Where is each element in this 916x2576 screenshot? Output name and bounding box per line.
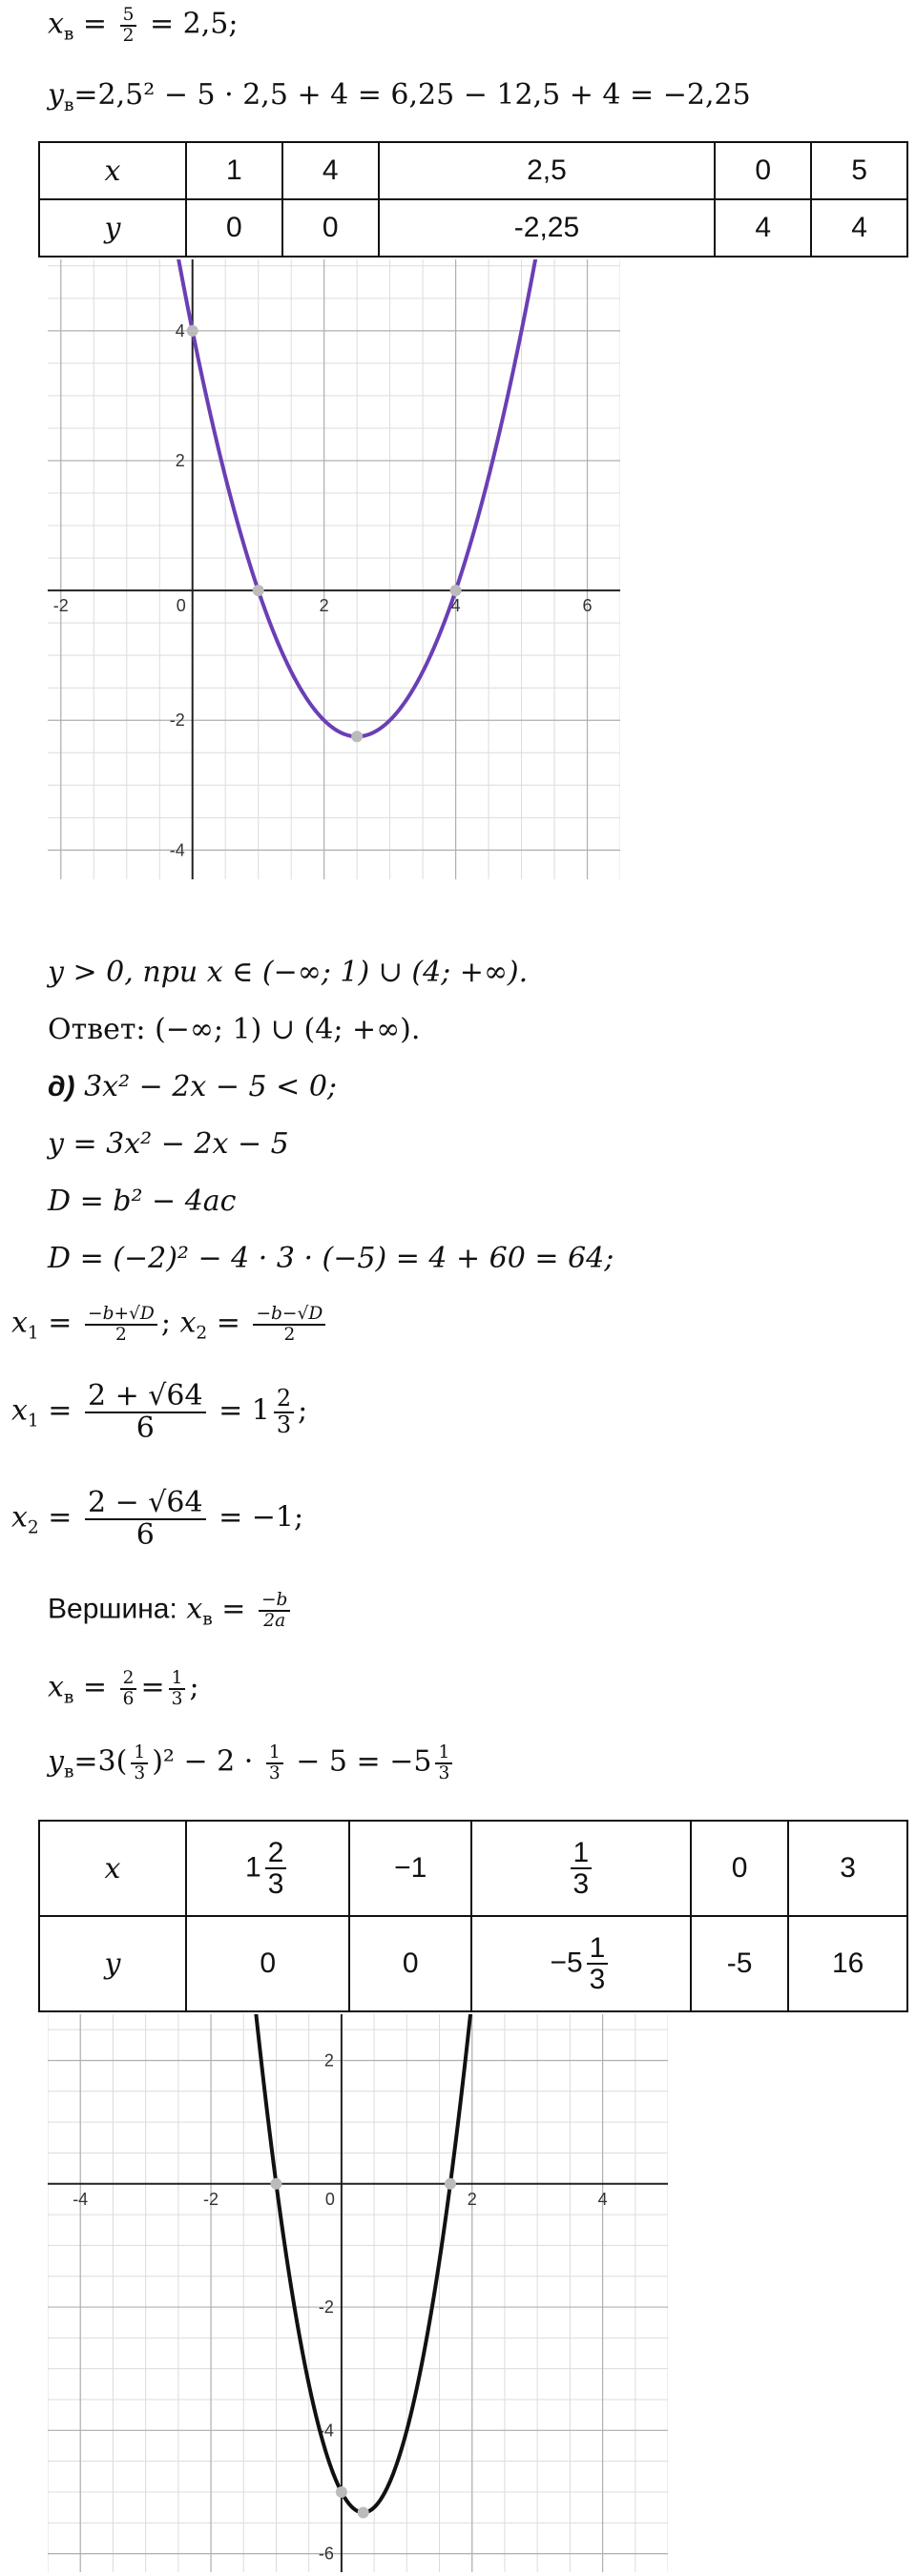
y-tick-label: -2 [169, 711, 185, 731]
x-tick-label: -2 [203, 2189, 219, 2209]
marked-point [187, 325, 198, 337]
xv-fraction: $\frac{5}{2}$ [120, 6, 137, 45]
table2-x-cell: 3 [788, 1821, 907, 1916]
xv-result: = 2,5; [150, 7, 239, 41]
table1-y-cell: -2,25 [379, 199, 716, 257]
xv-subscript: в [63, 24, 74, 45]
yv-subscript: в [63, 95, 74, 115]
table1-x-label: x [39, 142, 186, 199]
parabola-graph-2 [48, 2014, 668, 2572]
part-d-label: д) [48, 1071, 75, 1103]
y-tick-label: -4 [169, 840, 185, 860]
roots-formula: $x_1$ = $\frac{-b+√D}{2}$ ; $x_2$ = $\frac{-b-√D}{2}$ [11, 1305, 329, 1345]
vertex-y-line [48, 78, 751, 116]
y-tick-label: -4 [318, 2421, 334, 2441]
x-tick-label: 6 [582, 596, 593, 616]
x2-fraction: $\frac{2 - √64}{6}$ [85, 1488, 206, 1550]
yv-expression: =2,5² − 5 · 2,5 + 4 = 6,25 − 12,5 + 4 = −2,25 [73, 78, 751, 112]
x-tick-label: 0 [176, 596, 186, 616]
x2-calc: $x_2$ = $\frac{2 - √64}{6}$ = −1; [11, 1486, 304, 1552]
table1-x-cell: 1 [186, 142, 282, 199]
x1-formula-fraction: $\frac{-b+√D}{2}$ [85, 1305, 157, 1344]
table2-y-cell: −5 $\frac{1}{3}$ [471, 1916, 691, 2011]
values-table-2 [38, 1820, 908, 2012]
vertex-formula: Вершина: $x_в$ = $\frac{-b}{2a}$ [48, 1591, 294, 1631]
table1-y-cell: 0 [186, 199, 282, 257]
x1-mixed-fraction: $\frac{2}{3}$ [274, 1387, 294, 1436]
table1-x-cell: 0 [715, 142, 811, 199]
x-tick-label: -2 [52, 596, 69, 616]
yv-fraction-c: $\frac{1}{3}$ [435, 1743, 452, 1783]
xv-symbol: x [48, 7, 64, 41]
marked-point [253, 585, 264, 596]
x-tick-label: 2 [467, 2189, 477, 2209]
table1-y-label: y [39, 199, 186, 257]
values-table-1 [38, 141, 908, 258]
table2-x-cell: −1 [349, 1821, 471, 1916]
y-tick-label: 2 [175, 450, 185, 470]
marked-point [351, 731, 363, 742]
function-line: y = 3x² − 2x − 5 [48, 1127, 289, 1161]
table2-y-cell: -5 [691, 1916, 788, 2011]
table1-x-cell: 4 [282, 142, 379, 199]
x1-calc: $x_1$ = $\frac{2 + √64}{6}$ = 1 $\frac{2}{3}$ ; [11, 1379, 308, 1445]
table2-x-cell: 1 $\frac{2}{3}$ [186, 1821, 349, 1916]
x-tick-label: 2 [319, 596, 329, 616]
table2-y-label: y [39, 1916, 186, 2011]
table2-x-cell: 0 [691, 1821, 788, 1916]
yv-symbol: y [48, 78, 64, 112]
vertex-x-line: $x_в$ = $\frac{5}{2}$ = 2,5; [48, 5, 239, 46]
table1-x-cell: 2,5 [379, 142, 716, 199]
y-tick-label: -2 [318, 2298, 334, 2318]
yv-fraction-a: $\frac{1}{3}$ [131, 1743, 148, 1783]
marked-point [450, 585, 462, 596]
x2-formula-fraction: $\frac{-b-√D}{2}$ [253, 1305, 325, 1344]
vertex-x-calc: $x_в$ = $\frac{2}{6}$ = $\frac{1}{3}$ ; [48, 1668, 199, 1709]
vertex-fraction: $\frac{-b}{2a}$ [259, 1591, 290, 1630]
graph1-svg [48, 259, 620, 879]
discriminant-calc: D = (−2)² − 4 · 3 · (−5) = 4 + 60 = 64; [48, 1242, 614, 1275]
x-tick-label: 4 [450, 596, 461, 616]
xv-fraction-2-6: $\frac{2}{6}$ [120, 1669, 137, 1708]
x-tick-label: 0 [324, 2189, 335, 2209]
part-d-expression: 3x² − 2x − 5 < 0; [84, 1070, 338, 1103]
table2-y-cell: 0 [186, 1916, 349, 2011]
marked-point [445, 2178, 456, 2190]
x-tick-label: 4 [597, 2189, 608, 2209]
parabola-graph-1 [48, 259, 620, 879]
discriminant-formula: D = b² − 4ac [48, 1185, 237, 1218]
table2-x-label: x [39, 1821, 186, 1916]
marked-point [270, 2178, 281, 2190]
y-tick-label: 4 [175, 320, 185, 340]
graph2-svg [48, 2014, 668, 2572]
table1-x-cell: 5 [811, 142, 907, 199]
x-tick-label: -4 [73, 2189, 89, 2209]
xv-fraction-1-3: $\frac{1}{3}$ [169, 1669, 186, 1708]
y-tick-label: 2 [323, 2050, 334, 2071]
marked-point [358, 2506, 369, 2518]
condition-line: y > 0, при x ∈ (−∞; 1) ∪ (4; +∞). [48, 956, 529, 989]
vertex-y-calc: $y_в=3$( $\frac{1}{3}$ )² − 2 · $\frac{1}{3}$ − 5 = −5 $\frac{1}{3}$ [48, 1743, 456, 1783]
parabola-curve [251, 2014, 476, 2512]
table1-y-cell: 4 [715, 199, 811, 257]
table1-y-cell: 4 [811, 199, 907, 257]
answer-line: Ответ: (−∞; 1) ∪ (4; +∞). [48, 1013, 421, 1046]
marked-point [336, 2486, 347, 2498]
part-d-inequality [48, 1070, 337, 1104]
yv-fraction-b: $\frac{1}{3}$ [266, 1743, 283, 1783]
table2-y-cell: 16 [788, 1916, 907, 2011]
table1-y-cell: 0 [282, 199, 379, 257]
y-tick-label: -6 [318, 2544, 334, 2564]
table2-x-cell: $\frac{1}{3}$ [471, 1821, 691, 1916]
x1-fraction: $\frac{2 + √64}{6}$ [85, 1381, 206, 1443]
table2-y-cell: 0 [349, 1916, 471, 2011]
